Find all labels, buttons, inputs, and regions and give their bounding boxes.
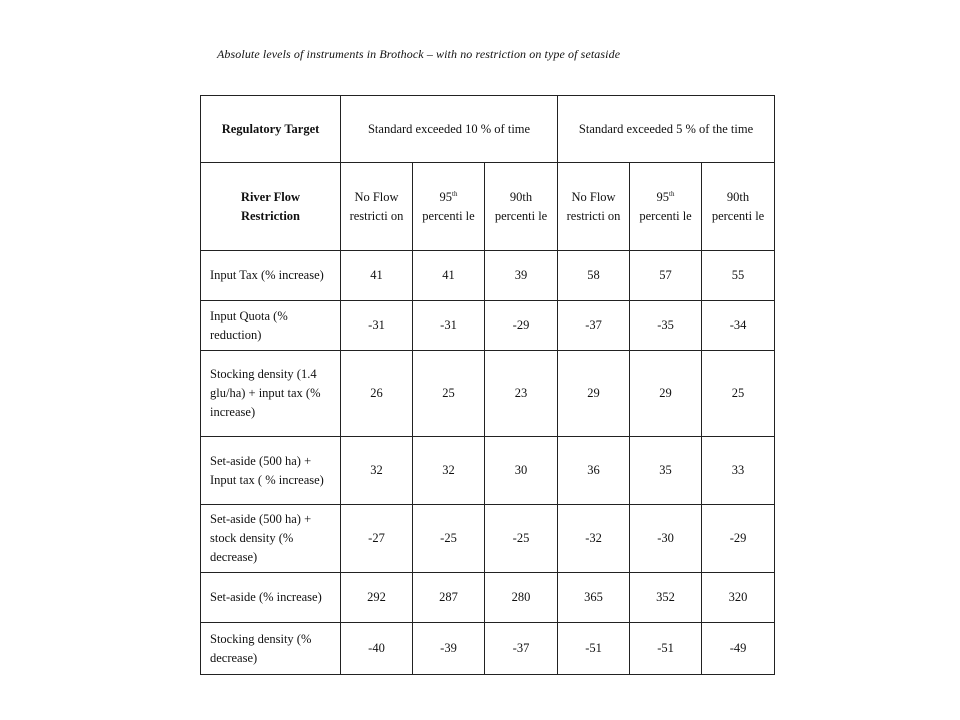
table-caption: Absolute levels of instruments in Brothock – with no restriction on type of setaside	[217, 47, 621, 61]
row-label: Input Quota (% reduction)	[201, 301, 341, 351]
table-body	[201, 251, 775, 675]
header-row-targets	[201, 96, 775, 163]
value-cell: -37	[558, 301, 630, 351]
value-cell: 25	[413, 351, 485, 437]
standard-5-header: Standard exceeded 5 % of the time	[558, 96, 775, 163]
value-cell: -25	[485, 505, 558, 573]
value-cell: -49	[702, 623, 775, 675]
value-cell: -37	[485, 623, 558, 675]
subheader-90th-10: 90th percenti le	[485, 163, 558, 251]
value-cell: -51	[558, 623, 630, 675]
value-cell: 58	[558, 251, 630, 301]
value-cell: -39	[413, 623, 485, 675]
table-row	[201, 623, 775, 675]
value-cell: -25	[413, 505, 485, 573]
value-cell: -51	[630, 623, 702, 675]
value-cell: 36	[558, 437, 630, 505]
regulatory-target-header: Regulatory Target	[201, 96, 341, 163]
row-label: Set-aside (500 ha) + Input tax ( % increase)	[201, 437, 341, 505]
value-cell: 35	[630, 437, 702, 505]
value-cell: 30	[485, 437, 558, 505]
row-label: Input Tax (% increase)	[201, 251, 341, 301]
value-cell: 32	[341, 437, 413, 505]
value-cell: -27	[341, 505, 413, 573]
table-row	[201, 251, 775, 301]
value-cell: -34	[702, 301, 775, 351]
subheader-no-flow-10: No Flow restricti on	[341, 163, 413, 251]
subheader-no-flow-5: No Flow restricti on	[558, 163, 630, 251]
row-label: Set-aside (500 ha) + stock density (% decrease)	[201, 505, 341, 573]
value-cell: -31	[413, 301, 485, 351]
river-flow-restriction-header: River Flow Restriction	[201, 163, 341, 251]
row-label: Stocking density (1.4 glu/ha) + input tax (% increase)	[201, 351, 341, 437]
subheader-95th-10: 95th percenti le	[413, 163, 485, 251]
value-cell: 32	[413, 437, 485, 505]
table-row	[201, 301, 775, 351]
subheader-90th-5: 90th percenti le	[702, 163, 775, 251]
row-label: Stocking density (% decrease)	[201, 623, 341, 675]
value-cell: 352	[630, 573, 702, 623]
value-cell: 57	[630, 251, 702, 301]
value-cell: 365	[558, 573, 630, 623]
row-label: Set-aside (% increase)	[201, 573, 341, 623]
value-cell: 33	[702, 437, 775, 505]
table-row	[201, 437, 775, 505]
table-row	[201, 505, 775, 573]
value-cell: -35	[630, 301, 702, 351]
value-cell: 26	[341, 351, 413, 437]
value-cell: 280	[485, 573, 558, 623]
value-cell: 39	[485, 251, 558, 301]
subheader-95th-5: 95th percenti le	[630, 163, 702, 251]
value-cell: 29	[630, 351, 702, 437]
value-cell: 55	[702, 251, 775, 301]
value-cell: -32	[558, 505, 630, 573]
value-cell: 292	[341, 573, 413, 623]
table-row	[201, 351, 775, 437]
value-cell: -31	[341, 301, 413, 351]
table-row	[201, 573, 775, 623]
value-cell: 287	[413, 573, 485, 623]
value-cell: 23	[485, 351, 558, 437]
value-cell: 25	[702, 351, 775, 437]
value-cell: -29	[485, 301, 558, 351]
value-cell: 41	[413, 251, 485, 301]
value-cell: -40	[341, 623, 413, 675]
standard-10-header: Standard exceeded 10 % of time	[341, 96, 558, 163]
value-cell: 320	[702, 573, 775, 623]
results-table	[200, 95, 775, 675]
value-cell: -30	[630, 505, 702, 573]
value-cell: 29	[558, 351, 630, 437]
value-cell: -29	[702, 505, 775, 573]
value-cell: 41	[341, 251, 413, 301]
header-row-flow	[201, 163, 775, 251]
